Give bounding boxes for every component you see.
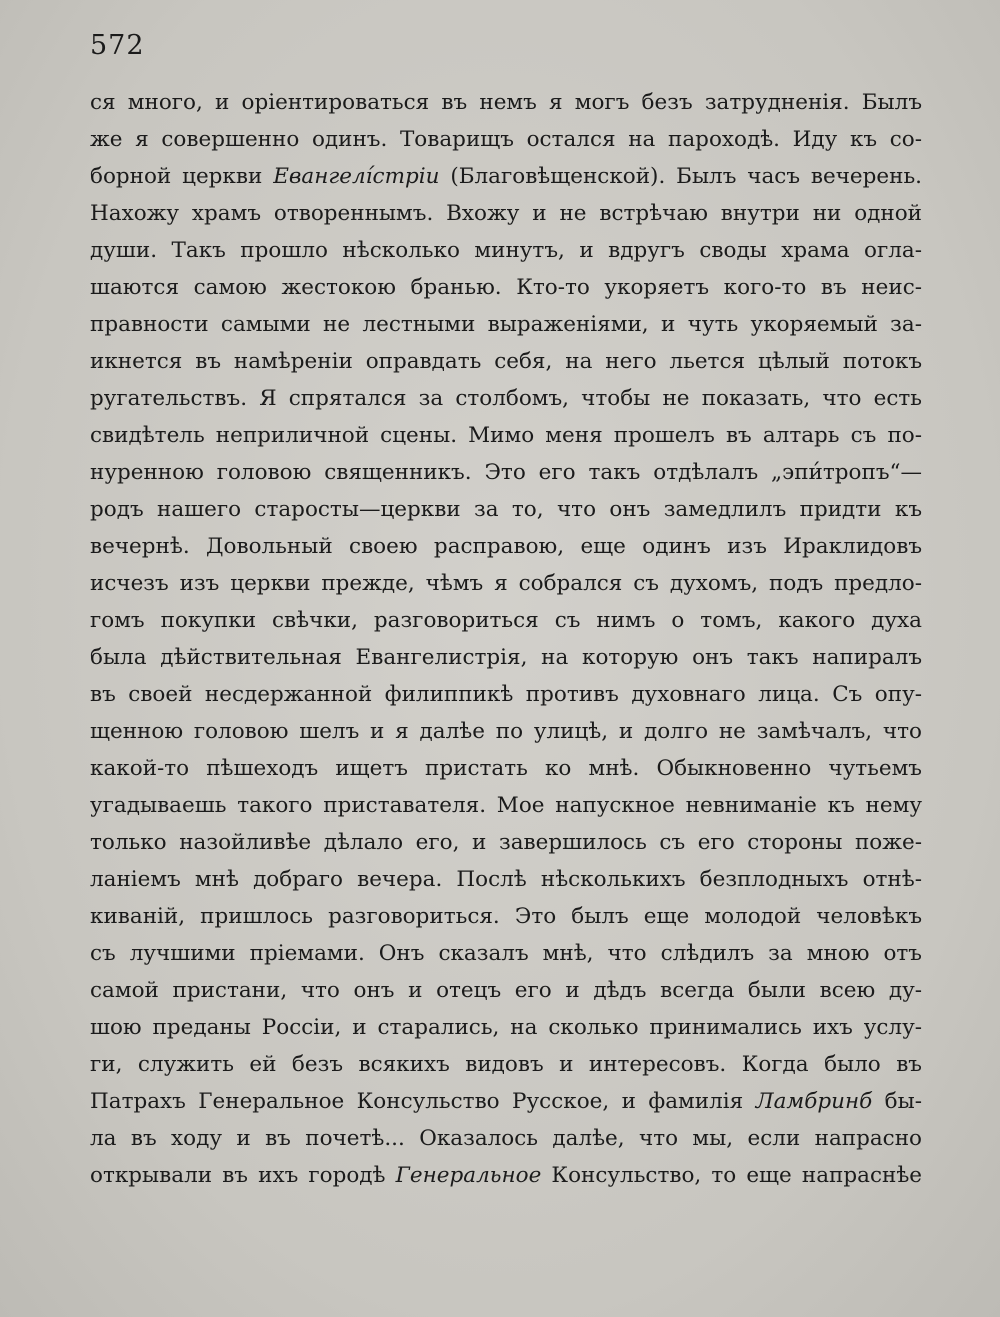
text-line bbox=[90, 195, 922, 232]
text-segment: ланіемъ мнѣ добраго вечера. Послѣ нѣсколькихъ безплодныхъ отнѣ- bbox=[90, 867, 922, 892]
text-segment: въ своей несдержанной филиппикѣ противъ духовнаго лица. Съ опу- bbox=[90, 682, 922, 707]
italic-text: Ламбринб bbox=[755, 1089, 873, 1114]
text-line bbox=[90, 1157, 922, 1194]
text-line bbox=[90, 602, 922, 639]
text-segment: шаются самою жестокою бранью. Кто-то укоряетъ кого-то въ неис- bbox=[90, 275, 922, 300]
text-segment: Патрахъ Генеральное Консульство Русское, и фамилія bbox=[90, 1089, 756, 1114]
text-line bbox=[90, 676, 922, 713]
text-segment: души. Такъ прошло нѣсколько минутъ, и вдругъ своды храма огла- bbox=[90, 238, 922, 263]
text-segment: щенною головою шелъ и я далѣе по улицѣ, и долго не замѣчалъ, что bbox=[90, 719, 922, 744]
text-segment: правности самыми не лестными выраженіями, и чуть укоряемый за- bbox=[90, 312, 922, 337]
text-segment: вечернѣ. Довольный своею расправою, еще одинъ изъ Ираклидовъ bbox=[90, 534, 922, 559]
body-text bbox=[90, 84, 922, 1194]
text-segment: бы- bbox=[872, 1089, 922, 1114]
text-line bbox=[90, 1046, 922, 1083]
text-line bbox=[90, 639, 922, 676]
text-line bbox=[90, 565, 922, 602]
text-line bbox=[90, 417, 922, 454]
page-number: 572 bbox=[90, 30, 145, 61]
text-line bbox=[90, 454, 922, 491]
text-segment: родъ нашего старосты—церкви за то, что онъ замедлилъ придти къ bbox=[90, 497, 922, 522]
italic-text: Генеральное bbox=[395, 1163, 542, 1188]
text-segment: (Благовѣщенской). Былъ часъ вечерень. bbox=[439, 164, 922, 189]
text-line bbox=[90, 861, 922, 898]
text-line bbox=[90, 898, 922, 935]
text-segment: икнется въ намѣреніи оправдать себя, на него льется цѣлый потокъ bbox=[90, 349, 922, 374]
text-line bbox=[90, 1009, 922, 1046]
text-line bbox=[90, 750, 922, 787]
text-line bbox=[90, 713, 922, 750]
text-segment: нуренною головою священникъ. Это его такъ отдѣлалъ „эпи́тропъ“— bbox=[90, 460, 922, 485]
text-segment: только назойливѣе дѣлало его, и завершилось съ его стороны поже- bbox=[90, 830, 922, 855]
text-segment: ла въ ходу и въ почетѣ... Оказалось далѣе, что мы, если напрасно bbox=[90, 1126, 922, 1151]
text-segment: угадываешь такого приставателя. Мое напускное невниманіе къ нему bbox=[90, 793, 922, 818]
text-line bbox=[90, 824, 922, 861]
text-line bbox=[90, 972, 922, 1009]
text-line bbox=[90, 84, 922, 121]
italic-text: Евангелі́стріи bbox=[273, 164, 440, 189]
text-line bbox=[90, 269, 922, 306]
text-line bbox=[90, 1120, 922, 1157]
text-segment: была дѣйствительная Евангелистрія, на которую онъ такъ напиралъ bbox=[90, 645, 922, 670]
text-segment: ругательствъ. Я спрятался за столбомъ, чтобы не показать, что есть bbox=[90, 386, 922, 411]
text-segment: шою преданы Россіи, и старались, на сколько принимались ихъ услу- bbox=[90, 1015, 922, 1040]
text-segment: какой-то пѣшеходъ ищетъ пристать ко мнѣ. Обыкновенно чутьемъ bbox=[90, 756, 922, 781]
text-segment: съ лучшими пріемами. Онъ сказалъ мнѣ, что слѣдилъ за мною отъ bbox=[90, 941, 922, 966]
text-line bbox=[90, 232, 922, 269]
text-segment: Консульство, то еще напраснѣе bbox=[541, 1163, 922, 1188]
text-segment: гомъ покупки свѣчки, разговориться съ нимъ о томъ, какого духа bbox=[90, 608, 922, 633]
text-line bbox=[90, 528, 922, 565]
text-segment: киваній, пришлось разговориться. Это былъ еще молодой человѣкъ bbox=[90, 904, 922, 929]
text-segment: Нахожу храмъ отвореннымъ. Вхожу и не встрѣчаю внутри ни одной bbox=[90, 201, 922, 226]
text-line bbox=[90, 343, 922, 380]
text-segment: борной церкви bbox=[90, 164, 274, 189]
text-segment: открывали въ ихъ городѣ bbox=[90, 1163, 396, 1188]
text-line bbox=[90, 306, 922, 343]
text-segment: ся много, и оріентироваться въ немъ я могъ безъ затрудненія. Былъ bbox=[90, 90, 922, 115]
text-line bbox=[90, 935, 922, 972]
text-line bbox=[90, 380, 922, 417]
text-segment: свидѣтель неприличной сцены. Мимо меня прошелъ въ алтарь съ по- bbox=[90, 423, 922, 448]
text-line bbox=[90, 158, 922, 195]
text-segment: же я совершенно одинъ. Товарищъ остался на пароходѣ. Иду къ со- bbox=[90, 127, 922, 152]
text-segment: ги, служить ей безъ всякихъ видовъ и интересовъ. Когда было въ bbox=[90, 1052, 922, 1077]
text-line bbox=[90, 1083, 922, 1120]
text-segment: самой пристани, что онъ и отецъ его и дѣдъ всегда были всею ду- bbox=[90, 978, 922, 1003]
text-line bbox=[90, 787, 922, 824]
text-line bbox=[90, 491, 922, 528]
text-segment: исчезъ изъ церкви прежде, чѣмъ я собрался съ духомъ, подъ предло- bbox=[90, 571, 922, 596]
text-line bbox=[90, 121, 922, 158]
